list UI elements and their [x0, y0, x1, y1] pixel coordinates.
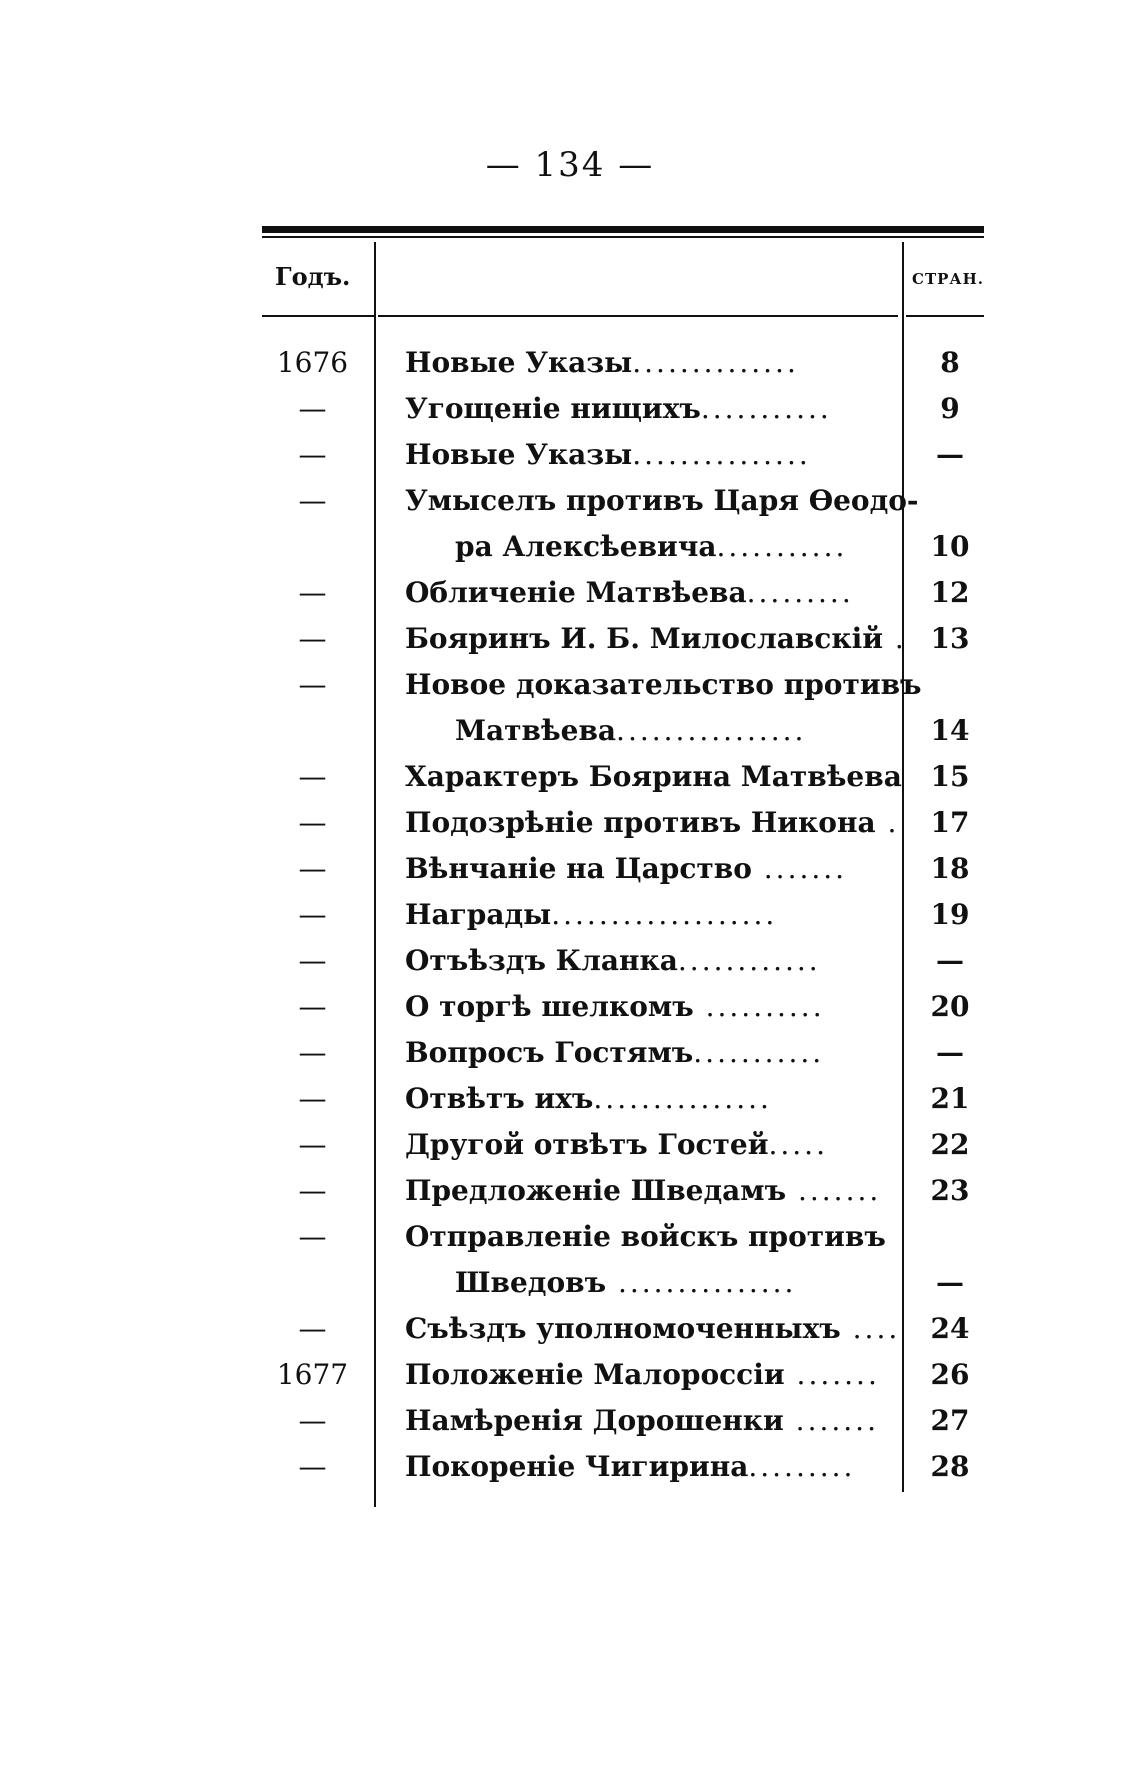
toc-year: 1677	[276, 1358, 349, 1391]
toc-row	[260, 1260, 1000, 1306]
toc-leader-dots: .	[882, 622, 907, 655]
toc-year: —	[298, 898, 327, 931]
toc-title	[405, 478, 919, 524]
toc-title	[405, 1214, 886, 1260]
toc-title	[405, 754, 902, 800]
toc-title-text: Угощеніе нищихъ	[405, 392, 701, 425]
toc-year: —	[298, 392, 327, 425]
toc-leader-dots: .......	[751, 852, 848, 885]
toc-leader-dots: .	[875, 806, 900, 839]
toc-title-text: Новые Указы	[405, 346, 633, 379]
toc-title	[405, 1122, 875, 1168]
toc-title-text: Шведовъ	[455, 1266, 607, 1299]
toc-year: —	[298, 760, 327, 793]
toc-leader-dots: ................	[616, 714, 807, 747]
header-rule-thin	[262, 236, 984, 238]
toc-row	[260, 478, 1000, 524]
toc-title	[405, 1076, 875, 1122]
toc-title	[405, 1444, 875, 1490]
toc-title-text: Вѣнчаніе на Царство	[405, 852, 752, 885]
toc-row	[260, 938, 1000, 984]
toc-page: 8	[940, 346, 960, 379]
toc-title	[455, 708, 875, 754]
toc-page: 21	[930, 1082, 970, 1115]
toc-row	[260, 846, 1000, 892]
page-column-header: СТРАН.	[912, 270, 984, 288]
toc-row	[260, 340, 1000, 386]
toc-year: —	[298, 944, 327, 977]
toc-page: 22	[930, 1128, 970, 1161]
toc-row	[260, 616, 1000, 662]
toc-title-text: Вопросъ Гостямъ	[405, 1036, 694, 1069]
toc-leader-dots: ...............	[593, 1082, 772, 1115]
toc-title-text: Обличеніе Матвѣева	[405, 576, 747, 609]
toc-leader-dots: ...........	[700, 392, 832, 425]
toc-leader-dots: .......	[783, 1404, 879, 1437]
toc-title	[405, 984, 875, 1030]
toc-title-text: Съѣздъ уполномоченныхъ	[405, 1312, 841, 1345]
toc-row	[260, 1122, 1000, 1168]
toc-year: —	[298, 1128, 327, 1161]
toc-title-text: Бояринъ И. Б. Милославскій	[405, 622, 883, 655]
toc-leader-dots: .........	[748, 1450, 856, 1483]
toc-leader-dots: ..............	[632, 346, 799, 379]
toc-year: —	[298, 1312, 327, 1345]
toc-row	[260, 892, 1000, 938]
toc-year: —	[298, 438, 327, 471]
toc-title	[405, 432, 875, 478]
toc-page: 18	[930, 852, 970, 885]
toc-row	[260, 754, 1000, 800]
toc-title-text: Отъѣздъ Кланка	[405, 944, 678, 977]
toc-page: —	[936, 438, 964, 471]
toc-page: 10	[930, 530, 970, 563]
toc-title-text: Положеніе Малороссіи	[405, 1358, 785, 1391]
toc-leader-dots: .......	[786, 1174, 882, 1207]
toc-title	[405, 662, 922, 708]
toc-page: 23	[930, 1174, 970, 1207]
toc-row	[260, 984, 1000, 1030]
toc-title	[405, 1030, 875, 1076]
toc-row	[260, 432, 1000, 478]
toc-title	[405, 1398, 879, 1444]
toc-title	[405, 938, 875, 984]
toc-page: —	[936, 1036, 964, 1069]
toc-year: —	[298, 1404, 327, 1437]
toc-page: 28	[930, 1450, 970, 1483]
toc-title	[405, 1168, 882, 1214]
toc-page: 15	[930, 760, 970, 793]
toc-leader-dots: ...............	[632, 438, 811, 471]
toc-year: —	[298, 852, 327, 885]
toc-year: 1676	[276, 346, 349, 379]
toc-year: —	[298, 668, 327, 701]
toc-row	[260, 662, 1000, 708]
toc-year: —	[298, 1174, 327, 1207]
table-of-contents	[260, 340, 1000, 1490]
toc-title-text: Предложеніе Шведамъ	[405, 1174, 787, 1207]
toc-page: 14	[930, 714, 970, 747]
page-header-underline	[906, 315, 984, 317]
toc-page: 24	[930, 1312, 970, 1345]
toc-row	[260, 1030, 1000, 1076]
toc-leader-dots: ...........	[716, 530, 848, 563]
toc-leader-dots: .......	[784, 1358, 880, 1391]
toc-row	[260, 1306, 1000, 1352]
toc-row	[260, 1076, 1000, 1122]
toc-year: —	[298, 576, 327, 609]
toc-leader-dots: .....	[768, 1128, 828, 1161]
toc-page: —	[936, 1266, 964, 1299]
toc-title-text: Умыселъ противъ Царя Ѳеодо-	[405, 484, 919, 517]
toc-year: —	[298, 1450, 327, 1483]
toc-title	[405, 800, 900, 846]
toc-leader-dots: .........	[746, 576, 854, 609]
toc-row	[260, 524, 1000, 570]
toc-title-text: Награды	[405, 898, 552, 931]
toc-year: —	[298, 484, 327, 517]
toc-page: 17	[930, 806, 970, 839]
toc-title-text: Подозрѣніе противъ Никона	[405, 806, 876, 839]
toc-title	[405, 1306, 901, 1352]
toc-year: —	[298, 1036, 327, 1069]
toc-year: —	[298, 1220, 327, 1253]
toc-row	[260, 386, 1000, 432]
toc-title-text: Новое доказательство противъ	[405, 668, 922, 701]
toc-row	[260, 1352, 1000, 1398]
toc-title-text: Матвѣева	[455, 714, 617, 747]
toc-row	[260, 570, 1000, 616]
toc-leader-dots: ....	[840, 1312, 901, 1345]
toc-row	[260, 1444, 1000, 1490]
toc-row	[260, 1398, 1000, 1444]
toc-year: —	[298, 806, 327, 839]
toc-title	[455, 1260, 875, 1306]
toc-page: —	[936, 944, 964, 977]
toc-page: 12	[930, 576, 970, 609]
toc-title-text: Отправленіе войскъ противъ	[405, 1220, 886, 1253]
toc-page: 9	[940, 392, 960, 425]
toc-row	[260, 800, 1000, 846]
toc-title	[405, 846, 875, 892]
header-rule-thick	[262, 226, 984, 233]
toc-title	[405, 386, 875, 432]
title-header-underline	[378, 315, 898, 317]
toc-page: 20	[930, 990, 970, 1023]
toc-leader-dots: ...................	[551, 898, 778, 931]
toc-leader-dots: ...........	[693, 1036, 825, 1069]
toc-title-text: Новые Указы	[405, 438, 633, 471]
toc-title	[405, 892, 875, 938]
toc-row	[260, 708, 1000, 754]
toc-title-text: О торгѣ шелкомъ	[405, 990, 694, 1023]
toc-title-text: Другой отвѣтъ Гостей	[405, 1128, 769, 1161]
toc-title	[405, 570, 875, 616]
toc-leader-dots: ............	[677, 944, 821, 977]
toc-row	[260, 1168, 1000, 1214]
year-column-header: Годъ.	[275, 262, 351, 291]
toc-page: 27	[930, 1404, 970, 1437]
toc-title-text: Намѣренія Дорошенки	[405, 1404, 784, 1437]
toc-title	[405, 616, 907, 662]
toc-leader-dots: ...............	[606, 1266, 797, 1299]
toc-year: —	[298, 1082, 327, 1115]
toc-year: —	[298, 622, 327, 655]
toc-page: 13	[930, 622, 970, 655]
toc-page: 19	[930, 898, 970, 931]
toc-title	[455, 524, 875, 570]
page-number: — 134 —	[485, 145, 655, 185]
toc-year: —	[298, 990, 327, 1023]
toc-leader-dots: ..........	[693, 990, 825, 1023]
toc-row	[260, 1214, 1000, 1260]
toc-page: 26	[930, 1358, 970, 1391]
toc-title	[405, 1352, 880, 1398]
toc-title	[405, 340, 875, 386]
year-header-underline	[262, 315, 374, 317]
toc-title-text: Характеръ Боярина Матвѣева	[405, 760, 902, 793]
toc-title-text: Отвѣтъ ихъ	[405, 1082, 594, 1115]
toc-title-text: Покореніе Чигирина	[405, 1450, 749, 1483]
toc-title-text: ра Алексѣевича	[455, 530, 717, 563]
